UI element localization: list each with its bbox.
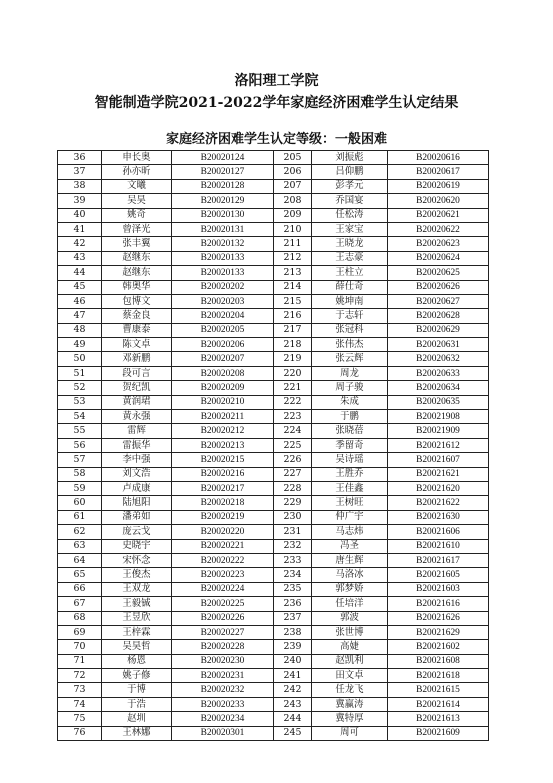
- student-name-cell: 刘文浩: [102, 467, 172, 481]
- student-id-cell: B20020626: [388, 280, 489, 294]
- student-name-cell: 蔡金良: [102, 309, 172, 323]
- student-id-cell: B20021612: [388, 438, 489, 452]
- table-row: [58, 208, 489, 222]
- row-number-cell: 49: [58, 338, 102, 352]
- table-row: [58, 352, 489, 366]
- student-id-cell: B20020617: [388, 165, 489, 179]
- student-id-cell: B20020206: [172, 338, 274, 352]
- row-number-cell: 61: [58, 510, 102, 524]
- student-id-cell: B20021629: [388, 625, 489, 639]
- row-number-cell: 212: [274, 251, 312, 265]
- student-id-cell: B20021621: [388, 467, 489, 481]
- student-id-cell: B20021616: [388, 597, 489, 611]
- row-number-cell: 214: [274, 280, 312, 294]
- table-row: [58, 669, 489, 683]
- student-name-cell: 季留奇: [312, 438, 388, 452]
- student-name-cell: 赵继东: [102, 251, 172, 265]
- row-number-cell: 52: [58, 381, 102, 395]
- row-number-cell: 60: [58, 496, 102, 510]
- student-name-cell: 王双龙: [102, 582, 172, 596]
- table-row: [58, 525, 489, 539]
- row-number-cell: 236: [274, 597, 312, 611]
- student-name-cell: 邓新鹏: [102, 352, 172, 366]
- student-id-cell: B20021908: [388, 410, 489, 424]
- document-subtitle: 智能制造学院2021-2022学年家庭经济困难学生认定结果: [94, 95, 459, 111]
- table-row: [58, 237, 489, 251]
- row-number-cell: 45: [58, 280, 102, 294]
- student-name-cell: 田文卓: [312, 669, 388, 683]
- student-name-cell: 王俊杰: [102, 568, 172, 582]
- student-name-cell: 仲广宇: [312, 510, 388, 524]
- student-id-cell: B20020632: [388, 352, 489, 366]
- student-name-cell: 黄润珺: [102, 395, 172, 409]
- student-name-cell: 潘弟如: [102, 510, 172, 524]
- student-name-cell: 李中强: [102, 453, 172, 467]
- student-id-cell: B20020631: [388, 338, 489, 352]
- row-number-cell: 234: [274, 568, 312, 582]
- row-number-cell: 226: [274, 453, 312, 467]
- student-name-cell: 陈文卓: [102, 338, 172, 352]
- student-id-cell: B20020130: [172, 208, 274, 222]
- row-number-cell: 232: [274, 539, 312, 553]
- student-id-cell: B20020633: [388, 366, 489, 380]
- student-id-cell: B20021618: [388, 669, 489, 683]
- table-row: [58, 611, 489, 625]
- student-id-cell: B20021613: [388, 712, 489, 726]
- student-name-cell: 冀特厚: [312, 712, 388, 726]
- table-row: [58, 597, 489, 611]
- student-id-cell: B20020625: [388, 266, 489, 280]
- student-id-cell: B20020207: [172, 352, 274, 366]
- row-number-cell: 70: [58, 640, 102, 654]
- student-name-cell: 于鹏: [312, 410, 388, 424]
- row-number-cell: 221: [274, 381, 312, 395]
- table-row: [58, 553, 489, 567]
- table-row: [58, 222, 489, 236]
- row-number-cell: 58: [58, 467, 102, 481]
- row-number-cell: 245: [274, 726, 312, 740]
- student-id-cell: B20020203: [172, 294, 274, 308]
- student-id-cell: B20020620: [388, 194, 489, 208]
- table-row: [58, 280, 489, 294]
- student-name-cell: 吴昊: [102, 194, 172, 208]
- row-number-cell: 41: [58, 222, 102, 236]
- student-name-cell: 唐生辉: [312, 553, 388, 567]
- student-id-cell: B20020124: [172, 151, 274, 165]
- row-number-cell: 36: [58, 151, 102, 165]
- student-name-cell: 赵圳: [102, 712, 172, 726]
- student-name-cell: 包博文: [102, 294, 172, 308]
- student-name-cell: 段可言: [102, 366, 172, 380]
- student-id-cell: B20020205: [172, 323, 274, 337]
- student-name-cell: 黄永强: [102, 410, 172, 424]
- table-row: [58, 410, 489, 424]
- row-number-cell: 237: [274, 611, 312, 625]
- row-number-cell: 224: [274, 424, 312, 438]
- student-id-cell: B20021606: [388, 525, 489, 539]
- student-name-cell: 任龙飞: [312, 683, 388, 697]
- student-id-cell: B20021609: [388, 726, 489, 740]
- row-number-cell: 74: [58, 697, 102, 711]
- student-id-cell: B20020218: [172, 496, 274, 510]
- student-name-cell: 张世博: [312, 625, 388, 639]
- student-id-cell: B20020301: [172, 726, 274, 740]
- student-name-cell: 彭孝元: [312, 179, 388, 193]
- student-name-cell: 于浩: [102, 697, 172, 711]
- row-number-cell: 216: [274, 309, 312, 323]
- student-name-cell: 王毅铖: [102, 597, 172, 611]
- table-row: [58, 179, 489, 193]
- student-name-cell: 张伟杰: [312, 338, 388, 352]
- row-number-cell: 220: [274, 366, 312, 380]
- student-id-cell: B20021617: [388, 553, 489, 567]
- row-number-cell: 42: [58, 237, 102, 251]
- student-name-cell: 王树旺: [312, 496, 388, 510]
- row-number-cell: 213: [274, 266, 312, 280]
- student-id-cell: B20021608: [388, 654, 489, 668]
- school-title: 洛阳理工学院: [234, 73, 319, 89]
- row-number-cell: 54: [58, 410, 102, 424]
- student-id-cell: B20020616: [388, 151, 489, 165]
- student-id-cell: B20020222: [172, 553, 274, 567]
- student-id-cell: B20021909: [388, 424, 489, 438]
- student-id-cell: B20020132: [172, 237, 274, 251]
- student-name-cell: 王林娜: [102, 726, 172, 740]
- student-id-cell: B20020627: [388, 294, 489, 308]
- student-id-cell: B20020213: [172, 438, 274, 452]
- student-id-cell: B20021615: [388, 683, 489, 697]
- row-number-cell: 222: [274, 395, 312, 409]
- student-id-cell: B20020225: [172, 597, 274, 611]
- student-id-cell: B20020128: [172, 179, 274, 193]
- table-row: [58, 683, 489, 697]
- student-name-cell: 杨恩: [102, 654, 172, 668]
- student-name-cell: 卢成康: [102, 481, 172, 495]
- student-name-cell: 高婕: [312, 640, 388, 654]
- student-id-cell: B20020621: [388, 208, 489, 222]
- row-number-cell: 43: [58, 251, 102, 265]
- row-number-cell: 235: [274, 582, 312, 596]
- student-id-cell: B20020209: [172, 381, 274, 395]
- student-name-cell: 郭梦娇: [312, 582, 388, 596]
- student-id-cell: B20020234: [172, 712, 274, 726]
- student-name-cell: 张云辉: [312, 352, 388, 366]
- student-id-cell: B20021620: [388, 481, 489, 495]
- student-name-cell: 文曦: [102, 179, 172, 193]
- student-id-cell: B20020231: [172, 669, 274, 683]
- row-number-cell: 67: [58, 597, 102, 611]
- student-name-cell: 赵继东: [102, 266, 172, 280]
- student-name-cell: 王家宝: [312, 222, 388, 236]
- row-number-cell: 215: [274, 294, 312, 308]
- table-row: [58, 165, 489, 179]
- student-id-cell: B20020622: [388, 222, 489, 236]
- student-id-cell: B20021603: [388, 582, 489, 596]
- table-row: [58, 654, 489, 668]
- row-number-cell: 59: [58, 481, 102, 495]
- row-number-cell: 228: [274, 481, 312, 495]
- student-id-cell: B20020634: [388, 381, 489, 395]
- table-row: [58, 510, 489, 524]
- student-name-cell: 张晓蓓: [312, 424, 388, 438]
- student-id-cell: B20020204: [172, 309, 274, 323]
- row-number-cell: 57: [58, 453, 102, 467]
- students-table-body: [58, 151, 489, 741]
- row-number-cell: 55: [58, 424, 102, 438]
- student-name-cell: 姚坤南: [312, 294, 388, 308]
- student-id-cell: B20020619: [388, 179, 489, 193]
- student-id-cell: B20020623: [388, 237, 489, 251]
- student-id-cell: B20020227: [172, 625, 274, 639]
- table-row: [58, 323, 489, 337]
- student-name-cell: 王柱立: [312, 266, 388, 280]
- table-row: [58, 395, 489, 409]
- student-name-cell: 王志豪: [312, 251, 388, 265]
- row-number-cell: 211: [274, 237, 312, 251]
- table-row: [58, 194, 489, 208]
- student-name-cell: 王佳鑫: [312, 481, 388, 495]
- student-name-cell: 吴昊哲: [102, 640, 172, 654]
- row-number-cell: 71: [58, 654, 102, 668]
- row-number-cell: 68: [58, 611, 102, 625]
- table-row: [58, 539, 489, 553]
- row-number-cell: 223: [274, 410, 312, 424]
- student-name-cell: 曹康泰: [102, 323, 172, 337]
- student-id-cell: B20020217: [172, 481, 274, 495]
- row-number-cell: 62: [58, 525, 102, 539]
- table-row: [58, 712, 489, 726]
- table-row: [58, 151, 489, 165]
- row-number-cell: 46: [58, 294, 102, 308]
- row-number-cell: 72: [58, 669, 102, 683]
- table-row: [58, 625, 489, 639]
- student-id-cell: B20021630: [388, 510, 489, 524]
- row-number-cell: 56: [58, 438, 102, 452]
- student-name-cell: 曾泽光: [102, 222, 172, 236]
- student-id-cell: B20020221: [172, 539, 274, 553]
- student-id-cell: B20021626: [388, 611, 489, 625]
- student-name-cell: 王梓霖: [102, 625, 172, 639]
- student-id-cell: B20021602: [388, 640, 489, 654]
- student-id-cell: B20020127: [172, 165, 274, 179]
- student-id-cell: B20020232: [172, 683, 274, 697]
- student-id-cell: B20021610: [388, 539, 489, 553]
- row-number-cell: 76: [58, 726, 102, 740]
- student-id-cell: B20020202: [172, 280, 274, 294]
- student-name-cell: 周子骏: [312, 381, 388, 395]
- row-number-cell: 66: [58, 582, 102, 596]
- student-id-cell: B20020628: [388, 309, 489, 323]
- row-number-cell: 53: [58, 395, 102, 409]
- row-number-cell: 238: [274, 625, 312, 639]
- row-number-cell: 37: [58, 165, 102, 179]
- student-name-cell: 王晓龙: [312, 237, 388, 251]
- student-name-cell: 任松涛: [312, 208, 388, 222]
- student-name-cell: 雷辉: [102, 424, 172, 438]
- row-number-cell: 242: [274, 683, 312, 697]
- student-id-cell: B20020230: [172, 654, 274, 668]
- student-id-cell: B20020219: [172, 510, 274, 524]
- table-row: [58, 438, 489, 452]
- student-id-cell: B20020223: [172, 568, 274, 582]
- row-number-cell: 243: [274, 697, 312, 711]
- row-number-cell: 210: [274, 222, 312, 236]
- student-id-cell: B20020226: [172, 611, 274, 625]
- row-number-cell: 219: [274, 352, 312, 366]
- student-name-cell: 孙亦昕: [102, 165, 172, 179]
- student-id-cell: B20020216: [172, 467, 274, 481]
- student-id-cell: B20021607: [388, 453, 489, 467]
- row-number-cell: 233: [274, 553, 312, 567]
- table-row: [58, 568, 489, 582]
- student-name-cell: 申长奥: [102, 151, 172, 165]
- table-row: [58, 640, 489, 654]
- student-name-cell: 赵凯利: [312, 654, 388, 668]
- row-number-cell: 240: [274, 654, 312, 668]
- student-name-cell: 郭波: [312, 611, 388, 625]
- row-number-cell: 51: [58, 366, 102, 380]
- student-name-cell: 于志轩: [312, 309, 388, 323]
- row-number-cell: 75: [58, 712, 102, 726]
- student-name-cell: 朱成: [312, 395, 388, 409]
- row-number-cell: 218: [274, 338, 312, 352]
- table-row: [58, 496, 489, 510]
- student-id-cell: B20020129: [172, 194, 274, 208]
- table-row: [58, 266, 489, 280]
- student-name-cell: 张冠科: [312, 323, 388, 337]
- student-name-cell: 张丰翼: [102, 237, 172, 251]
- student-name-cell: 王胜乔: [312, 467, 388, 481]
- row-number-cell: 205: [274, 151, 312, 165]
- row-number-cell: 229: [274, 496, 312, 510]
- student-id-cell: B20020131: [172, 222, 274, 236]
- row-number-cell: 50: [58, 352, 102, 366]
- student-name-cell: 马洛冰: [312, 568, 388, 582]
- student-id-cell: B20020133: [172, 251, 274, 265]
- student-name-cell: 周龙: [312, 366, 388, 380]
- level-heading: 家庭经济困难学生认定等级：一般困难: [165, 132, 387, 147]
- row-number-cell: 47: [58, 309, 102, 323]
- row-number-cell: 48: [58, 323, 102, 337]
- row-number-cell: 241: [274, 669, 312, 683]
- row-number-cell: 39: [58, 194, 102, 208]
- student-id-cell: B20020629: [388, 323, 489, 337]
- student-name-cell: 冯圣: [312, 539, 388, 553]
- table-row: [58, 481, 489, 495]
- row-number-cell: 206: [274, 165, 312, 179]
- row-number-cell: 244: [274, 712, 312, 726]
- row-number-cell: 40: [58, 208, 102, 222]
- table-row: [58, 697, 489, 711]
- table-row: [58, 338, 489, 352]
- student-id-cell: B20020133: [172, 266, 274, 280]
- student-id-cell: B20020635: [388, 395, 489, 409]
- row-number-cell: 209: [274, 208, 312, 222]
- table-row: [58, 366, 489, 380]
- student-id-cell: B20021622: [388, 496, 489, 510]
- student-name-cell: 刘振彪: [312, 151, 388, 165]
- student-name-cell: 吕仰鹏: [312, 165, 388, 179]
- row-number-cell: 231: [274, 525, 312, 539]
- row-number-cell: 38: [58, 179, 102, 193]
- row-number-cell: 207: [274, 179, 312, 193]
- student-name-cell: 马志炜: [312, 525, 388, 539]
- student-name-cell: 任培洋: [312, 597, 388, 611]
- student-id-cell: B20020211: [172, 410, 274, 424]
- table-row: [58, 294, 489, 308]
- student-name-cell: 薛仕奇: [312, 280, 388, 294]
- student-name-cell: 姚子修: [102, 669, 172, 683]
- student-name-cell: 于博: [102, 683, 172, 697]
- row-number-cell: 225: [274, 438, 312, 452]
- student-name-cell: 贺纪凯: [102, 381, 172, 395]
- student-name-cell: 史晓宇: [102, 539, 172, 553]
- row-number-cell: 69: [58, 625, 102, 639]
- table-row: [58, 251, 489, 265]
- student-name-cell: 冀赢涛: [312, 697, 388, 711]
- row-number-cell: 217: [274, 323, 312, 337]
- student-name-cell: 王昱欣: [102, 611, 172, 625]
- row-number-cell: 64: [58, 553, 102, 567]
- student-name-cell: 庞云戈: [102, 525, 172, 539]
- student-name-cell: 吴诗瑶: [312, 453, 388, 467]
- student-id-cell: B20020224: [172, 582, 274, 596]
- table-row: [58, 381, 489, 395]
- student-name-cell: 周可: [312, 726, 388, 740]
- students-table: [57, 150, 489, 741]
- student-name-cell: 姚奇: [102, 208, 172, 222]
- row-number-cell: 73: [58, 683, 102, 697]
- student-id-cell: B20020210: [172, 395, 274, 409]
- student-id-cell: B20021605: [388, 568, 489, 582]
- table-row: [58, 309, 489, 323]
- row-number-cell: 227: [274, 467, 312, 481]
- student-name-cell: 陆旭阳: [102, 496, 172, 510]
- student-id-cell: B20020220: [172, 525, 274, 539]
- student-id-cell: B20020215: [172, 453, 274, 467]
- row-number-cell: 63: [58, 539, 102, 553]
- student-name-cell: 宋怀念: [102, 553, 172, 567]
- table-row: [58, 726, 489, 740]
- student-id-cell: B20020212: [172, 424, 274, 438]
- row-number-cell: 239: [274, 640, 312, 654]
- student-id-cell: B20020208: [172, 366, 274, 380]
- table-row: [58, 467, 489, 481]
- row-number-cell: 44: [58, 266, 102, 280]
- student-id-cell: B20020233: [172, 697, 274, 711]
- row-number-cell: 208: [274, 194, 312, 208]
- row-number-cell: 230: [274, 510, 312, 524]
- table-row: [58, 582, 489, 596]
- student-id-cell: B20020228: [172, 640, 274, 654]
- student-name-cell: 韩奥华: [102, 280, 172, 294]
- student-id-cell: B20021614: [388, 697, 489, 711]
- row-number-cell: 65: [58, 568, 102, 582]
- student-id-cell: B20020624: [388, 251, 489, 265]
- student-name-cell: 乔国宴: [312, 194, 388, 208]
- table-row: [58, 424, 489, 438]
- student-name-cell: 雷振华: [102, 438, 172, 452]
- table-row: [58, 453, 489, 467]
